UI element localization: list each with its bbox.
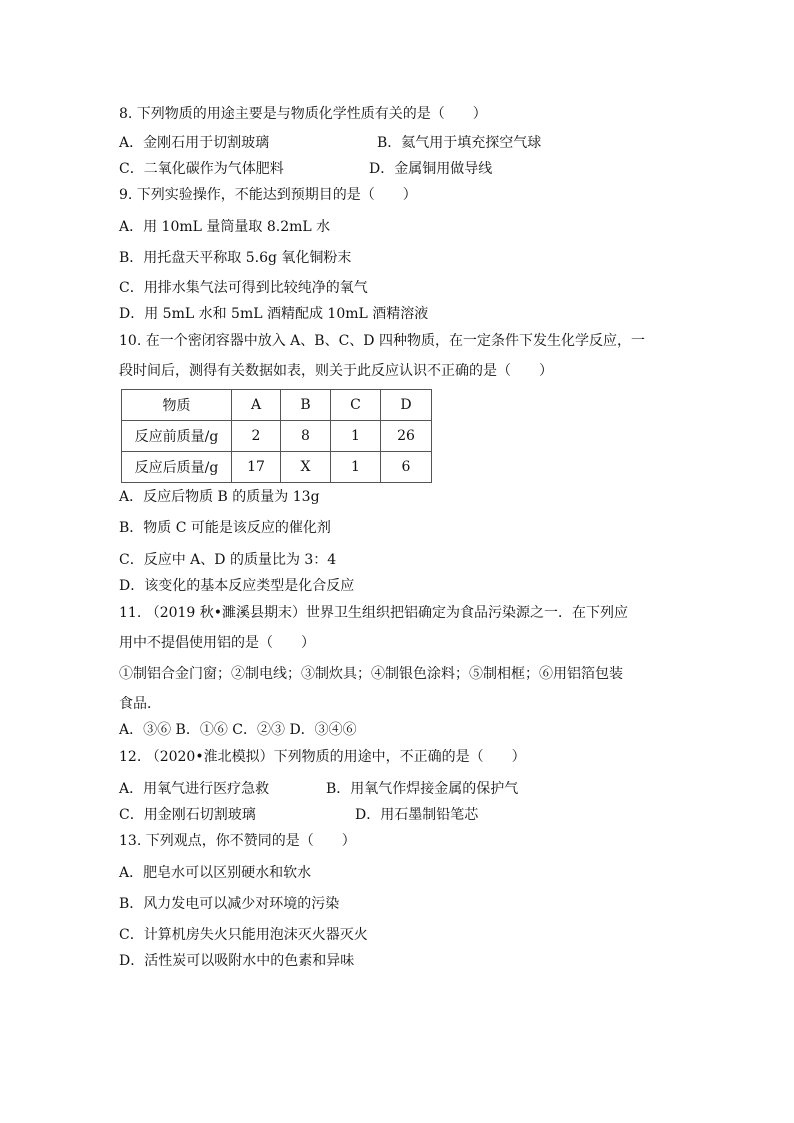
q10-stem-line1: 10. 在一个密闭容器中放入 A、B、C、D 四种物质，在一定条件下发生化学反应，一: [119, 333, 645, 349]
q10-data-table: [121, 389, 432, 483]
q13-option-a: A．肥皂水可以区别硬水和软水: [119, 865, 312, 881]
table-cell: 6: [381, 452, 432, 483]
q8-option-d: D．金属铜用做导线: [369, 161, 493, 177]
table-cell: 反应后质量/g: [122, 452, 232, 483]
table-cell: 反应前质量/g: [122, 421, 232, 452]
table-header-cell: C: [331, 390, 381, 421]
table-row: [122, 452, 432, 483]
q13-option-c: C．计算机房失火只能用泡沫灭火器灭火: [119, 927, 368, 943]
table-header-cell: A: [232, 390, 281, 421]
q13-option-d: D．活性炭可以吸附水中的色素和异味: [119, 953, 355, 969]
table-header-cell: D: [381, 390, 432, 421]
q10-stem-line2: 段时间后，测得有关数据如表，则关于此反应认识不正确的是（ ）: [119, 363, 553, 379]
q9-option-b: B．用托盘天平称取 5.6g 氧化铜粉末: [119, 250, 352, 266]
table-cell: 8: [281, 421, 331, 452]
q13-stem: 13. 下列观点，你不赞同的是（ ）: [119, 833, 356, 849]
q8-option-b: B．氦气用于填充探空气球: [377, 135, 542, 151]
q8-option-c: C．二氧化碳作为气体肥料: [119, 161, 284, 177]
table-cell: 26: [381, 421, 432, 452]
q12-option-a: A．用氧气进行医疗急救: [119, 781, 270, 797]
table-cell: 1: [331, 421, 381, 452]
q9-stem: 9. 下列实验操作，不能达到预期目的是（ ）: [119, 187, 417, 203]
q9-option-a: A．用 10mL 量筒量取 8.2mL 水: [119, 219, 331, 235]
q13-option-b: B．风力发电可以减少对环境的污染: [119, 896, 340, 912]
q10-option-c: C．反应中 A、D 的质量比为 3：4: [119, 552, 337, 568]
table-row: [122, 421, 432, 452]
q12-option-c: C．用金刚石切割玻璃: [119, 807, 256, 823]
q8-stem: 8. 下列物质的用途主要是与物质化学性质有关的是（ ）: [119, 106, 487, 122]
q10-option-d: D．该变化的基本反应类型是化合反应: [119, 578, 355, 594]
q11-stem-line2: 用中不提倡使用铝的是（ ）: [119, 635, 315, 651]
table-cell: X: [281, 452, 331, 483]
q10-option-b: B．物质 C 可能是该反应的催化剂: [119, 520, 331, 536]
table-cell: 2: [232, 421, 281, 452]
q11-stem-line1: 11. （2019 秋•濉溪县期末）世界卫生组织把铝确定为食品污染源之一．在下列应: [119, 605, 629, 621]
q12-stem: 12. （2020•淮北模拟）下列物质的用途中，不正确的是（ ）: [119, 749, 526, 765]
table-cell: 1: [331, 452, 381, 483]
q9-option-c: C．用排水集气法可得到比较纯净的氧气: [119, 280, 368, 296]
q12-option-b: B．用氧气作焊接金属的保护气: [326, 781, 519, 797]
q11-items-line2: 食品．: [119, 696, 161, 712]
q11-items-line1: ①制铝合金门窗；②制电线；③制炊具；④制银色涂料；⑤制相框；⑥用铝箔包装: [119, 666, 623, 682]
q9-option-d: D．用 5mL 水和 5mL 酒精配成 10mL 酒精溶液: [119, 306, 429, 322]
q10-option-a: A．反应后物质 B 的质量为 13g: [119, 489, 320, 505]
q11-options: A．③⑥ B．①⑥ C．②③ D．③④⑥: [119, 722, 357, 738]
q12-option-d: D．用石墨制铅笔芯: [355, 807, 479, 823]
q8-option-a: A．金刚石用于切割玻璃: [119, 135, 270, 151]
table-cell: 17: [232, 452, 281, 483]
table-header-cell: 物质: [122, 390, 232, 421]
table-header-row: [122, 390, 432, 421]
table-header-cell: B: [281, 390, 331, 421]
